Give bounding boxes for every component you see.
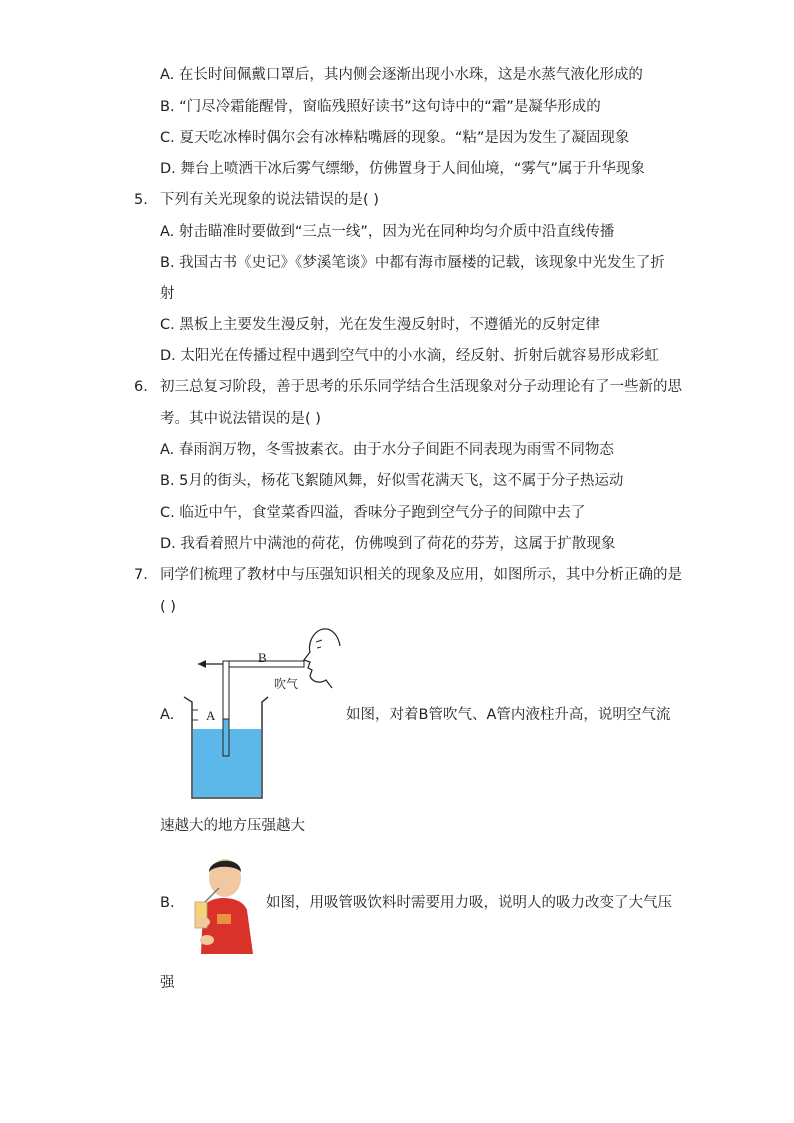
q7-stem: 同学们梳理了教材中与压强知识相关的现象及应用，如图所示，其中分析正确的是 — [160, 567, 682, 583]
option-text: 舞台上喷洒干冰后雾气缥缈，仿佛置身于人间仙境，“雾气”属于升华现象 — [180, 161, 645, 177]
option-label: D. — [160, 536, 176, 552]
option-text: 太阳光在传播过程中遇到空气中的小水滴，经反射、折射后就容易形成彩虹 — [180, 348, 659, 364]
option-text: 我看着照片中满池的荷花，仿佛嗅到了荷花的芬芳，这属于扩散现象 — [180, 536, 616, 552]
option-text: 射击瞄准时要做到“三点一线”，因为光在同种均匀介质中沿直线传播 — [178, 224, 615, 240]
option-label: C. — [160, 130, 175, 146]
option-text: 我国古书《史记》《梦溪笔谈》中都有海市蜃楼的记载，该现象中光发生了折 — [179, 255, 665, 271]
q5-stem: 下列有关光现象的说法错误的是( ) — [160, 192, 379, 208]
option-text: 在长时间佩戴口罩后，其内侧会逐渐出现小水珠，这是水蒸气液化形成的 — [178, 67, 643, 83]
label-blow: 吹气 — [274, 677, 299, 691]
q6-number: 6. — [134, 379, 148, 395]
option-label: D. — [160, 161, 176, 177]
shirt-logo — [217, 914, 231, 924]
q5-option-b — [160, 253, 665, 273]
q7-option-a-text: 如图，对着B管吹气、A管内液柱升高，说明空气流 — [346, 707, 671, 723]
label-b: B — [258, 650, 267, 665]
q4-option-d — [160, 159, 645, 179]
option-text: 春雨润万物，冬雪披素衣。由于水分子间距不同表现为雨雪不同物态 — [178, 442, 614, 458]
q7-number: 7. — [134, 567, 148, 583]
q7-option-b-label: B. — [160, 895, 175, 911]
arrow-head — [198, 660, 206, 668]
q7-option-a-label: A. — [160, 707, 175, 723]
q6-option-d — [160, 534, 615, 554]
option-text: 临近中午，食堂菜香四溢，香味分子跑到空气分子的间隙中去了 — [179, 505, 586, 521]
option-label: B. — [160, 255, 175, 271]
option-text: 5月的街头，杨花飞絮随风舞，好似雪花满天飞，这不属于分子热运动 — [179, 473, 624, 489]
option-text: “门尽冷霜能醒骨，窗临残照好读书”这句诗中的“霜”是凝华形成的 — [179, 99, 601, 115]
boy-drinking-figure — [183, 850, 263, 954]
q4-option-b — [160, 97, 601, 117]
q6-option-a — [160, 440, 614, 460]
face-profile — [304, 629, 340, 688]
q5-option-c — [160, 315, 600, 335]
q6-option-b — [160, 471, 623, 491]
option-label: D. — [160, 348, 176, 364]
option-label: A. — [160, 442, 175, 458]
q7-option-b-text: 如图，用吸管吸饮料时需要用力吸，说明人的吸力改变了大气压 — [266, 895, 672, 911]
q5-option-b-cont: 射 — [160, 286, 175, 302]
option-label: A. — [160, 224, 175, 240]
q7-option-a-cont: 速越大的地方压强越大 — [160, 818, 305, 834]
q7-stem-cont: ( ) — [160, 599, 176, 615]
hand — [200, 935, 214, 945]
option-label: C. — [160, 317, 175, 333]
q5-option-d — [160, 346, 659, 366]
option-label: B. — [160, 473, 175, 489]
q6-stem: 初三总复习阶段，善于思考的乐乐同学结合生活现象对分子动理论有了一些新的思 — [160, 379, 682, 395]
q6-option-c — [160, 503, 585, 523]
liquid-column — [223, 719, 229, 756]
option-text: 黑板上主要发生漫反射，光在发生漫反射时，不遵循光的反射定律 — [179, 317, 600, 333]
face-features — [316, 640, 322, 648]
option-label: B. — [160, 99, 175, 115]
q6-stem-cont: 考。其中说法错误的是( ) — [160, 411, 321, 427]
q5-number: 5. — [134, 192, 148, 208]
label-a: A — [206, 708, 216, 723]
option-label: A. — [160, 67, 175, 83]
q7-option-b-cont: 强 — [160, 975, 175, 991]
option-text: 夏天吃冰棒时偶尔会有冰棒粘嘴唇的现象。“粘”是因为发生了凝固现象 — [179, 130, 630, 146]
beaker-blow-figure — [170, 622, 360, 807]
q4-option-a — [160, 65, 643, 85]
q4-option-c — [160, 128, 629, 148]
hand — [196, 917, 210, 927]
option-label: C. — [160, 505, 175, 521]
q5-option-a — [160, 222, 614, 242]
